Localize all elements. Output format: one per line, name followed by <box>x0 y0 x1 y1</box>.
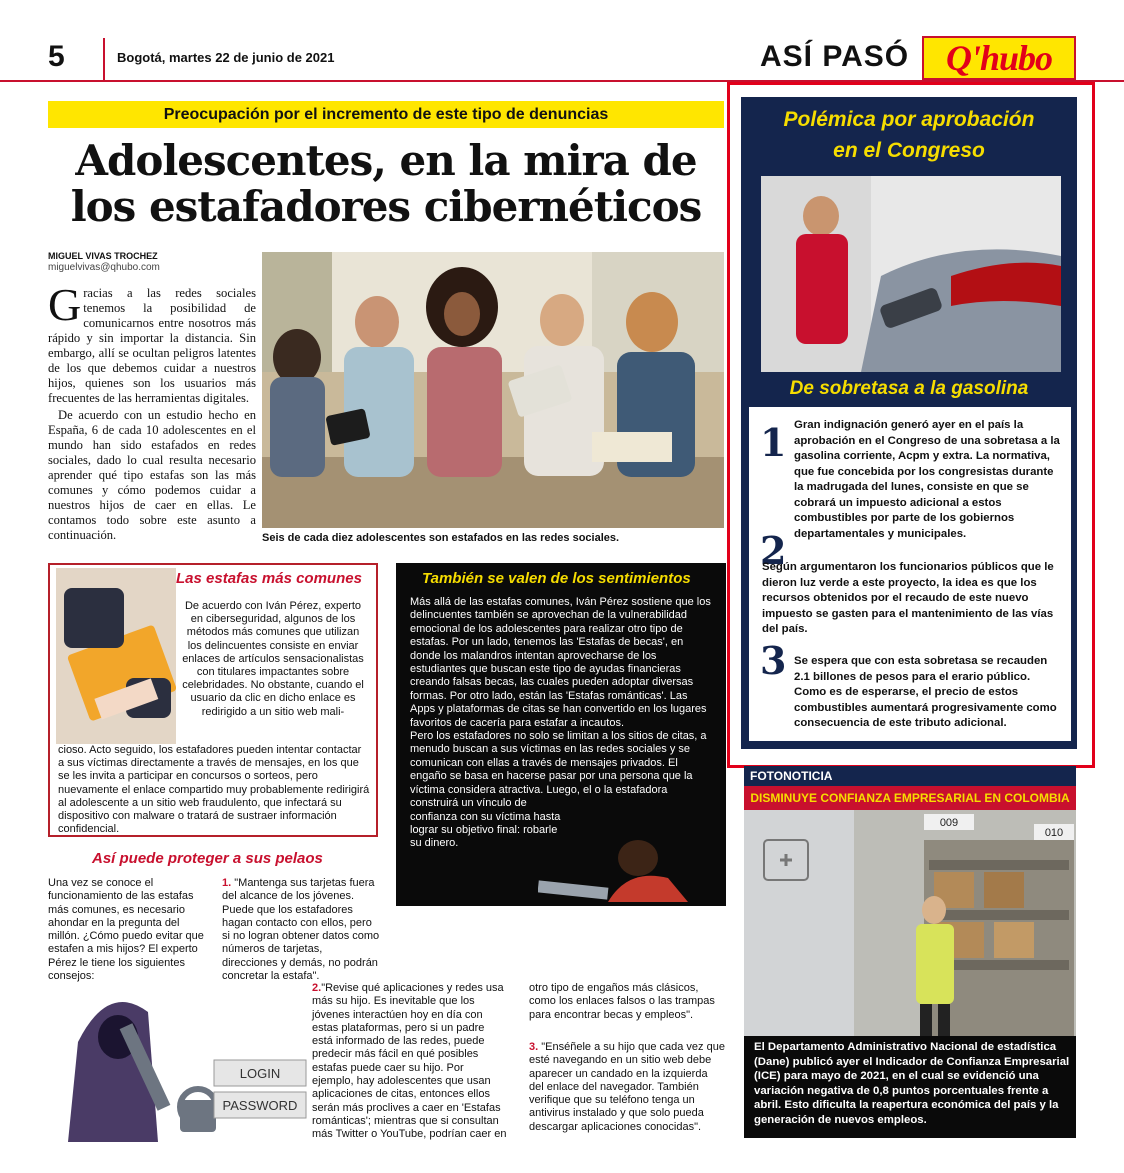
common-scams-title: Las estafas más comunes <box>176 570 362 587</box>
article-kicker: Preocupación por el incremento de este tipo de denuncias <box>48 101 724 128</box>
item-2-number: 2 <box>760 528 787 573</box>
article-headline <box>48 138 724 230</box>
tip-3 <box>529 1041 725 1134</box>
article-lead <box>48 279 256 545</box>
hacker-illustration <box>48 982 310 1142</box>
dateline: Bogotá, martes 22 de junio de 2021 <box>117 50 335 65</box>
photo-news-label: FOTONOTICIA <box>744 766 1076 786</box>
tip-2-text: "Revise qué aplicaciones y redes usa más su hijo. Es inevitable que los jóvenes interactúen hoy en día con estas plataformas, pero si un padre está informado de las redes, puede predecir más fácil en qué posibles estafas puede caer su hijo. Por ejemplo, hay adolescentes que usan aplicaciones de citas, entonces ellos serán más proclives a caer en 'Estafas románticas'; mientras que si consultan más Twitter o YouTube, podrían caer en <box>312 982 507 1141</box>
shelf-label-010: 010 <box>1044 827 1064 839</box>
feelings-paragraph-2-end: construirá un vínculo de confianza con su víctima hasta lograr su objetivo final: robarle su dinero. <box>410 797 561 850</box>
common-scams-text-bottom: cioso. Acto seguido, los estafadores pueden intentar contactar a sus víctimas directamente a través de mensajes, en los que se les invita a participar en concursos o sorteos, pero nuevamente el enlace compartido muy probablemente redirigirá al adolescente a un sitio web fraudulento, que infectará su dispositivo con malware o tratará de sustraer información confidencial. <box>58 744 370 836</box>
main-photo-caption: Seis de cada diez adolescentes son estafados en las redes sociales. <box>262 532 620 544</box>
item-1-text <box>762 418 1060 542</box>
item-3-number: 3 <box>760 638 787 683</box>
fuel-tax-subtitle: De sobretasa a la gasolina <box>789 378 1029 399</box>
feelings-paragraph-1: Más allá de las estafas comunes, Iván Pérez sostiene que los delincuentes también se aprovechan de la vulnerabilidad emocional de los adolescentes para realizar otro tipo de estafas. Por un lado, tenemos las 'Estafas de becas', en donde los malandros intentan aprovecharse de los estudiantes que buscan este tipo de ayudas financieras creando falsas becas, las cuales pueden adoptar diversas formas. Por otro lado, están las 'Estafas románticas'. Las Apps y plataformas de citas se han convertido en los lugares favoritos de cacería para estafar a incautos. <box>410 596 711 729</box>
drop-cap: G <box>48 279 82 330</box>
login-label: LOGIN <box>239 1066 281 1081</box>
author-name: MIGUEL VIVAS TROCHEZ <box>48 251 158 261</box>
item-3-text <box>762 654 1060 732</box>
warehouse-worker-photo <box>744 810 1076 1036</box>
password-label: PASSWORD <box>222 1098 298 1113</box>
shelf-label-009: 009 <box>939 817 959 829</box>
logo-text: Q'hubo <box>945 38 1053 78</box>
gas-station-photo <box>761 176 1061 372</box>
fuel-tax-title-line-1: Polémica por aprobación <box>783 108 1035 131</box>
item-3-body: Se espera que con esta sobretasa se recauden 2.1 billones de pesos para el erario público. Como es de esperarse, el precio de estos combustibles aumentará progresivamente como consecuencia de este tributo adicional. <box>794 655 1057 729</box>
lead-paragraph-2: De acuerdo con un estudio hecho en España, 6 de cada 10 adolescentes en el mundo han sido estafados en redes sociales, dado lo cual resulta necesario aprender qué tipo estafas son las más comunes y cómo podemos cuidar a nuestros hijos de caer en ellas. Le contamos todo sobre este asunto a continuación. <box>48 408 256 542</box>
protect-intro: Una vez se conoce el funcionamiento de las estafas más comunes, es necesario ahondar en la pregunta del millón. ¿Cómo puedo evitar que estafen a mis hijos? El experto Pérez le tiene los siguientes consejos: <box>48 877 204 983</box>
author-email: miguelvivas@qhubo.com <box>48 262 160 273</box>
page-number: 5 <box>48 40 65 73</box>
lead-paragraph-1: racias a las redes sociales tenemos la posibilidad de comunicarnos entre nosotros más rápido y sin importar la distancia. Sin embargo, allí se ocultan peligros latentes de los que debemos cuidar a nuestros hijos, quienes son los usuarios más frecuentes de las herramientas digitales. <box>48 286 256 405</box>
fuel-tax-title <box>741 104 1077 166</box>
sad-girl-laptop-photo <box>538 838 720 902</box>
item-2-text: Según argumentaron los funcionarios públicos que le dieron luz verde a este proyecto, la idea es que los recursos obtenidos por el recaudo de este nuevo impuesto se gasten para el mantenimiento de las vías del país. <box>762 561 1054 635</box>
item-1-body: Gran indignación generó ayer en el país la aprobación en el Congreso de una sobretasa a la gasolina corriente, Acpm y extra. La normativa, que fue concebida por los congresistas durante la madrugada del lunes, consiste en que se cobrará un impuesto adicional a estos combustibles por parte de los gobiernos departamentales y municipales. <box>794 419 1060 540</box>
tip-3-text: "Enséñele a su hijo que cada vez que esté navegando en un sitio web debe aparecer un candado en la izquierda del enlace del navegador. También verifique que su teléfono tenga un antivirus instalado y que solo pueda descargar aplicaciones conocidas". <box>529 1041 725 1133</box>
headline-line-2: los estafadores cibernéticos <box>70 182 702 231</box>
header-divider <box>103 38 105 80</box>
feelings-paragraph-2: Pero los estafadores no solo se limitan a los sitios de citas, a menudo buscan a sus víctimas en las redes sociales y se comunican con ellas a través de mensajes privados. El engaño se basa en hacerse pasar por una persona que la víctima considera atractiva. Luego, el o la estafadora <box>410 730 707 796</box>
tip-2-number: 2. <box>312 982 322 994</box>
feelings-scams-title: También se valen de los sentimientos <box>422 570 691 587</box>
feelings-scams-text <box>410 596 714 851</box>
tip-1-text: "Mantenga sus tarjetas fuera del alcance de los jóvenes. Puede que los estafadores hagan contacto con ellos, pero si no logran obtener datos como números de tarjetas, direcciones y demás, no podrán concretar la estafa". <box>222 877 380 983</box>
protect-title: Así puede proteger a sus pelaos <box>92 850 323 867</box>
tip-2 <box>312 982 508 1142</box>
tip-2-continued: otro tipo de engaños más clásicos, como los enlaces falsos o las trampas para encontrar becas y empleos". <box>529 982 715 1021</box>
teens-with-devices-photo <box>262 252 724 528</box>
section-title: ASÍ PASÓ <box>760 40 910 73</box>
tip-1 <box>222 877 380 983</box>
fuel-tax-title-line-2: en el Congreso <box>833 139 985 162</box>
photo-news-headline: DISMINUYE CONFIANZA EMPRESARIAL EN COLOMBIA <box>744 786 1076 810</box>
photo-news-text: El Departamento Administrativo Nacional de estadística (Dane) publicó ayer el Indicador de Confianza Empresarial (ICE) para mayo de 2021, en el cual se evidenció una variación negativa de 0,8 puntos porcentuales frente a abril. Esto dificulta la reapertura económica del país y la generación de nuevos empleos. <box>754 1041 1070 1126</box>
tip-3-number: 3. <box>529 1041 539 1053</box>
tip-1-number: 1. <box>222 877 232 889</box>
laptop-hands-illustration <box>56 568 176 744</box>
item-1-number: 1 <box>760 420 787 465</box>
common-scams-text-top: De acuerdo con Iván Pérez, experto en ciberseguridad, algunos de los métodos más comunes que utilizan los delincuentes consiste en enviar enlaces de artículos sensacionalistas con titulares impactantes sobre celebridades. No obstante, cuando el usuario da clic en dicho enlace es redirigido a un sitio web mali- <box>182 600 364 718</box>
newspaper-logo <box>922 36 1076 80</box>
headline-line-1: Adolescentes, en la mira de <box>75 136 697 185</box>
